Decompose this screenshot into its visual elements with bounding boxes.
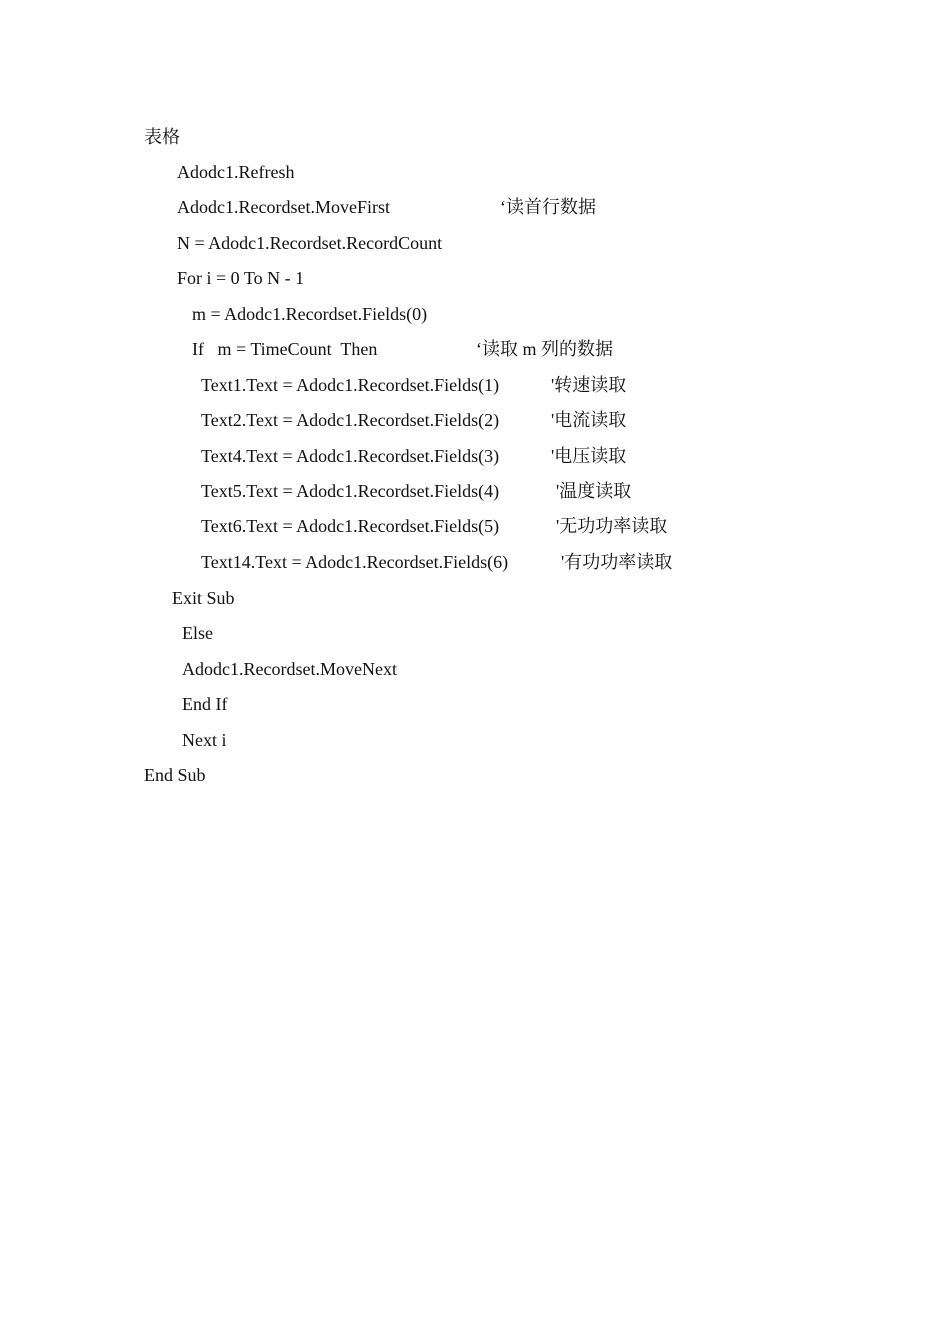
code-comment-8: '电流读取: [551, 410, 627, 430]
code-line-1: Adodc1.Refresh: [177, 162, 295, 182]
code-comment-11: '无功功率读取: [556, 516, 668, 536]
code-line-16: End If: [182, 694, 228, 714]
code-line-18: End Sub: [144, 765, 206, 785]
code-line-7: Text1.Text = Adodc1.Recordset.Fields(1): [201, 375, 500, 395]
code-line-15: Adodc1.Recordset.MoveNext: [182, 659, 397, 679]
code-line-3: N = Adodc1.Recordset.RecordCount: [177, 233, 443, 253]
code-comment-6: ‘读取 m 列的数据: [476, 339, 613, 359]
code-line-5: m = Adodc1.Recordset.Fields(0): [192, 304, 428, 324]
code-comment-9: '电压读取: [551, 446, 627, 466]
code-comment-12: '有功功率读取: [561, 552, 673, 572]
code-comment-7: '转速读取: [551, 375, 627, 395]
code-line-13: Exit Sub: [172, 588, 235, 608]
code-line-12: Text14.Text = Adodc1.Recordset.Fields(6): [201, 552, 509, 572]
code-line-9: Text4.Text = Adodc1.Recordset.Fields(3): [201, 446, 500, 466]
code-line-11: Text6.Text = Adodc1.Recordset.Fields(5): [201, 516, 500, 536]
document-heading: 表格: [144, 127, 180, 147]
code-comment-10: '温度读取: [556, 481, 632, 501]
code-line-2: Adodc1.Recordset.MoveFirst: [177, 197, 390, 217]
code-line-17: Next i: [182, 730, 227, 750]
code-line-8: Text2.Text = Adodc1.Recordset.Fields(2): [201, 410, 500, 430]
code-line-10: Text5.Text = Adodc1.Recordset.Fields(4): [201, 481, 500, 501]
code-line-4: For i = 0 To N - 1: [177, 268, 305, 288]
code-line-6: If m = TimeCount Then: [192, 339, 378, 359]
code-comment-2: ‘读首行数据: [500, 197, 596, 217]
code-line-14: Else: [182, 623, 213, 643]
